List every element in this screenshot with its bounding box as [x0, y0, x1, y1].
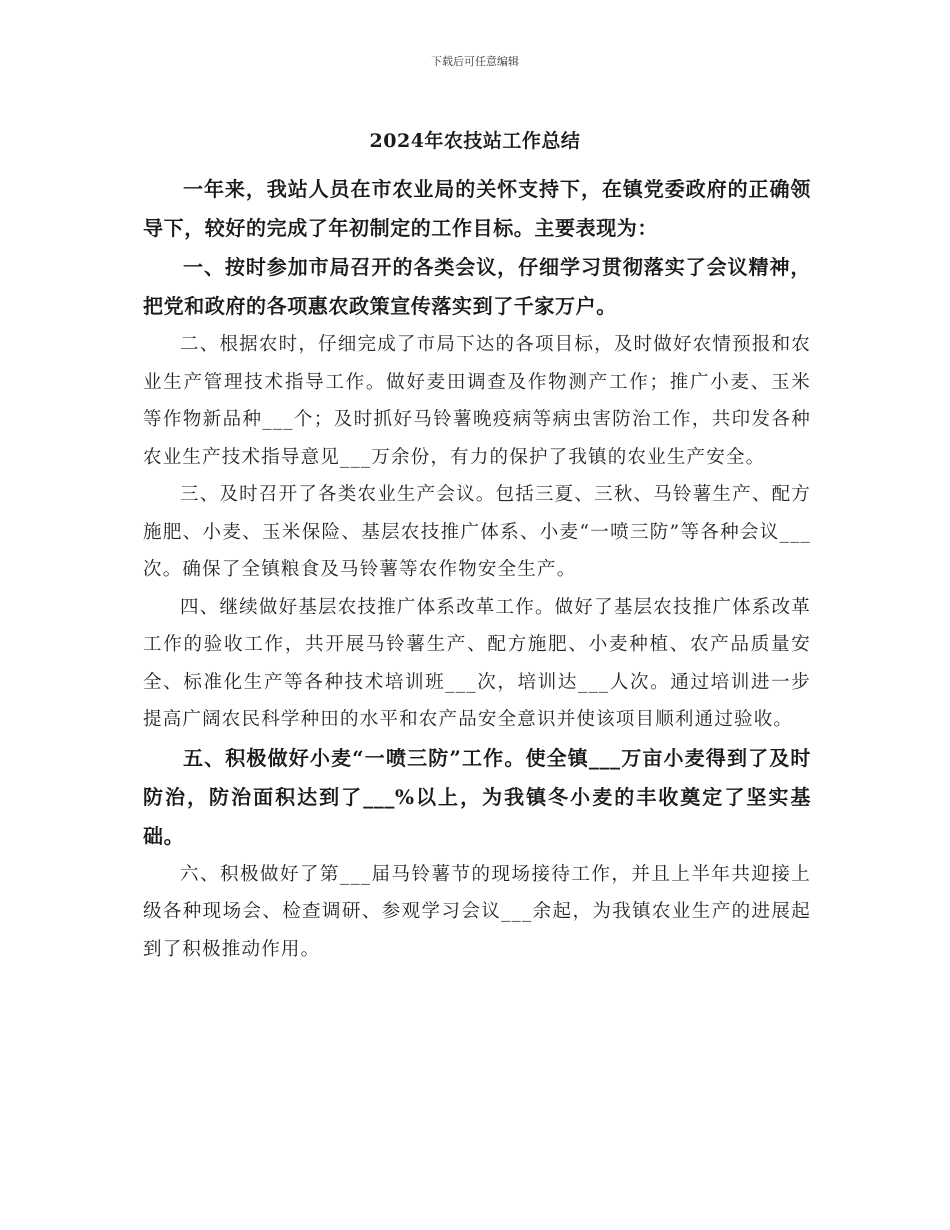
paragraph-item-1: 一、按时参加市局召开的各类会议，仔细学习贯彻落实了会议精神，把党和政府的各项惠农政策宣传落实到了千家万户。	[143, 255, 811, 318]
document-body	[143, 170, 811, 968]
paragraph-intro: 一年来，我站人员在市农业局的关怀支持下，在镇党委政府的正确领导下，较好的完成了年初制定的工作目标。主要表现为：	[143, 177, 811, 240]
paragraph-item-5: 五、积极做好小麦“一喷三防”工作。使全镇___万亩小麦得到了及时防治，防治面积达到了___%以上，为我镇冬小麦的丰收奠定了坚实基础。	[143, 745, 811, 848]
paragraph-item-4: 四、继续做好基层农技推广体系改革工作。做好了基层农技推广体系改革工作的验收工作，共开展马铃薯生产、配方施肥、小麦种植、农产品质量安全、标准化生产等各种技术培训班___次，培训达___人次。通过培训进一步提高广阔农民科学种田的水平和农产品安全意识并使该项目顺利通过验收。	[143, 596, 811, 730]
paragraph-item-3: 三、及时召开了各类农业生产会议。包括三夏、三秋、马铃薯生产、配方施肥、小麦、玉米保险、基层农技推广体系、小麦“一喷三防”等各种会议___次。确保了全镇粮食及马铃薯等农作物安全生产。	[143, 484, 811, 580]
document-title: 2024年农技站工作总结	[369, 130, 581, 152]
header-note: 下载后可任意编辑	[431, 55, 519, 68]
paragraph-item-2: 二、根据农时，仔细完成了市局下达的各项目标，及时做好农情预报和农业生产管理技术指导工作。做好麦田调查及作物测产工作；推广小麦、玉米等作物新品种___个；及时抓好马铃薯晚疫病等病虫害防治工作，共印发各种农业生产技术指导意见___万余份，有力的保护了我镇的农业生产安全。	[143, 334, 811, 468]
paragraph-item-6: 六、积极做好了第___届马铃薯节的现场接待工作，并且上半年共迎接上级各种现场会、检查调研、参观学习会议___余起，为我镇农业生产的进展起到了积极推动作用。	[143, 863, 811, 960]
